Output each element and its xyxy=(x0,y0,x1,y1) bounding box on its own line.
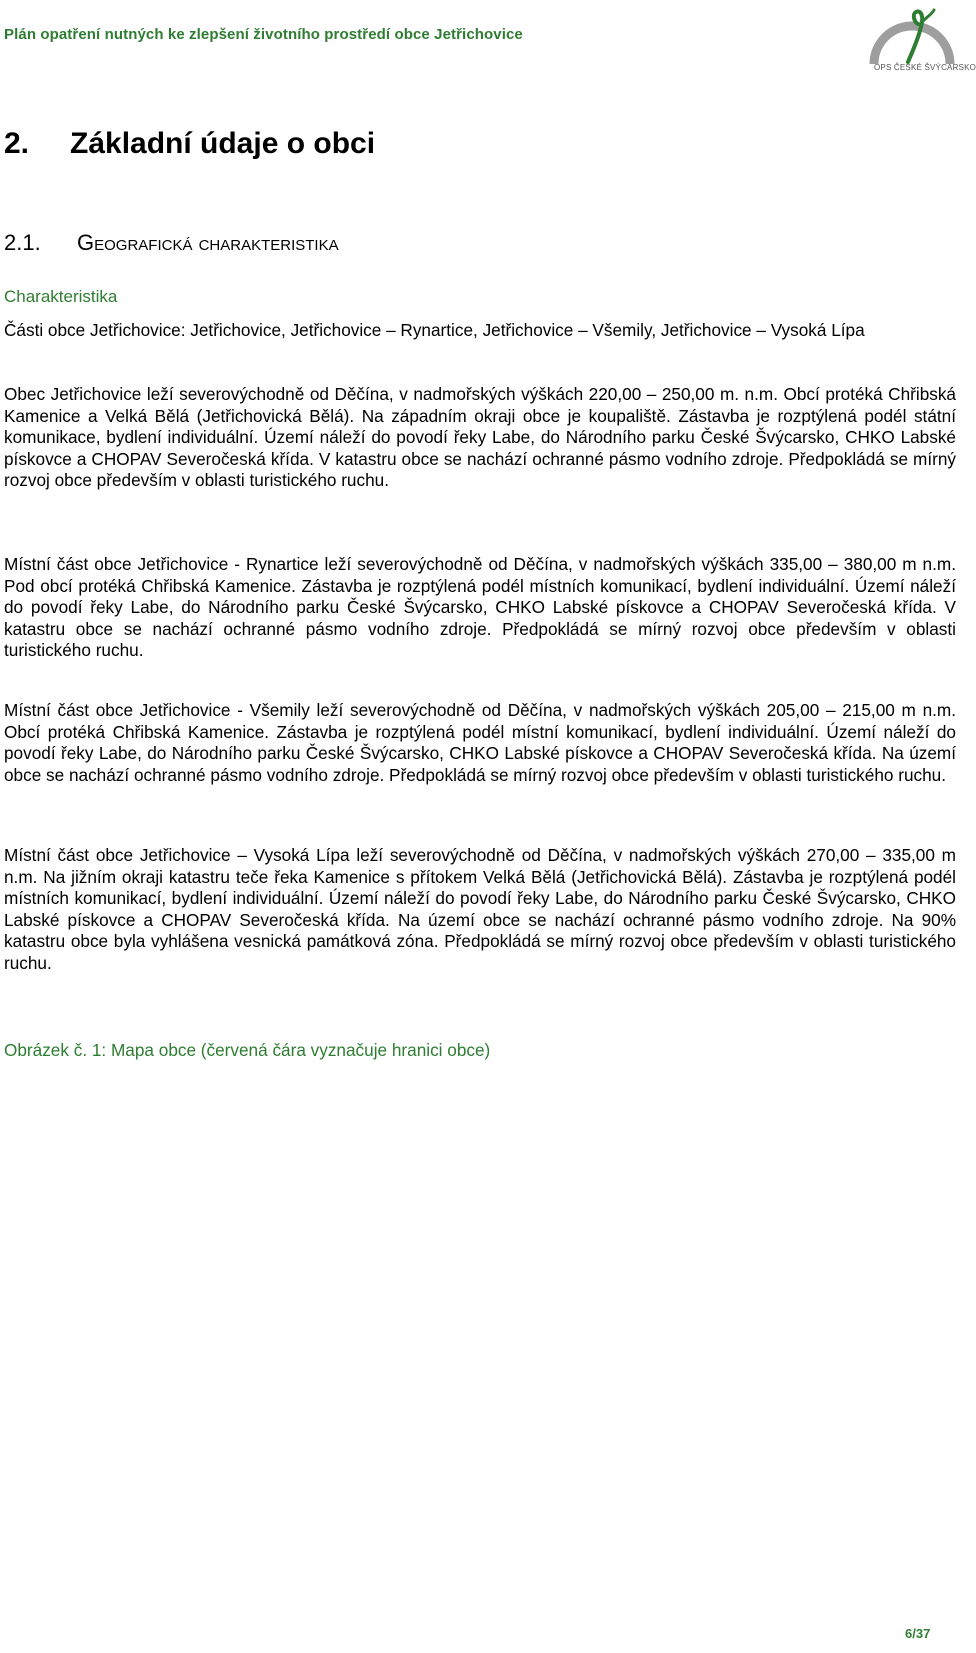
paragraph: Místní část obce Jetřichovice - Rynartice leží severovýchodně od Děčína, v nadmořských výškách 335,00 – 380,00 m n.m. Pod obcí protéká Chřibská Kamenice. Zástavba je rozptýlená podél místních komunikací, bydlení individuální. Území náleží do povodí řeky Labe, do Národního parku České Švýcarsko, CHKO Labské pískovce a CHOPAV Severočeská křída. V katastru obce se nachází ochranné pásmo vodního zdroje. Předpokládá se mírný rozvoj obce především v oblasti turistického ruchu. xyxy=(4,554,956,661)
paragraph: Místní část obce Jetřichovice – Vysoká Lípa leží severovýchodně od Děčína, v nadmořských výškách 270,00 – 335,00 m n.m. Na jižním okraji katastru teče řeka Kamenice s přítokem Velká Bělá (Jetřichovická Bělá). Zástavba je rozptýlená podél místních komunikací, bydlení individuální. Území náleží do povodí řeky Labe, do Národního parku České Švýcarsko, CHKO Labské pískovce a CHOPAV Severočeská křída. Na území obce se nachází ochranné pásmo vodního zdroje. Na 90% katastru obce byla vyhlášena vesnická památková zóna. Předpokládá se mírný rozvoj obce především v oblasti turistického ruchu. xyxy=(4,845,956,973)
figure-caption: Obrázek č. 1: Mapa obce (červená čára vyznačuje hranici obce) xyxy=(4,1040,491,1060)
page-number: 6/37 xyxy=(905,1626,931,1641)
paragraph-vsemily xyxy=(4,700,956,786)
logo-text: OPS ČESKÉ ŠVÝCARSKO xyxy=(874,63,976,72)
section-heading xyxy=(4,230,339,256)
document-header-title: Plán opatření nutných ke zlepšení životního prostředí obce Jetřichovice xyxy=(4,26,523,43)
paragraph-parts xyxy=(4,320,956,342)
paragraph: Místní část obce Jetřichovice - Všemily leží severovýchodně od Děčína, v nadmořských výškách 205,00 – 215,00 m n.m. Obcí protéká Chřibská Kamenice. Zástavba je rozptýlená podél místní komunikací, bydlení individuální. Území náleží do povodí řeky Labe, do Národního parku České Švýcarsko, CHKO Labské pískovce a CHOPAV Severočeská křída. Na území obce se nachází ochranné pásmo vodního zdroje. Předpokládá se mírný rozvoj obce především v oblasti turistického ruchu. xyxy=(4,700,956,785)
paragraph-rynartice xyxy=(4,554,956,662)
paragraph: Obec Jetřichovice leží severovýchodně od Děčína, v nadmořských výškách 220,00 – 250,00 m. n.m. Obcí protéká Chřibská Kamenice a Velká Bělá (Jetřichovická Bělá). Na západním okraji obce je koupaliště. Zástavba je rozptýlená podél státní komunikace, bydlení individuální. Území náleží do povodí řeky Labe, do Národního parku České Švýcarsko, CHKO Labské pískovce a CHOPAV Severočeská křída. V katastru obce se nachází ochranné pásmo vodního zdroje. Předpokládá se mírný rozvoj obce především v oblasti turistického ruchu. xyxy=(4,384,956,491)
paragraph-vysoka-lipa xyxy=(4,845,956,975)
paragraph-jetrichovice xyxy=(4,384,956,492)
chapter-title: Základní údaje o obci xyxy=(70,127,376,160)
chapter-number: 2. xyxy=(4,127,30,160)
subheading: Charakteristika xyxy=(4,287,118,306)
paragraph: Části obce Jetřichovice: Jetřichovice, Jetřichovice – Rynartice, Jetřichovice – Všemily, Jetřichovice – Vysoká Lípa xyxy=(4,320,865,340)
section-number: 2.1. xyxy=(4,230,41,255)
chapter-heading xyxy=(4,127,375,161)
section-title: Geografická charakteristika xyxy=(77,230,339,255)
